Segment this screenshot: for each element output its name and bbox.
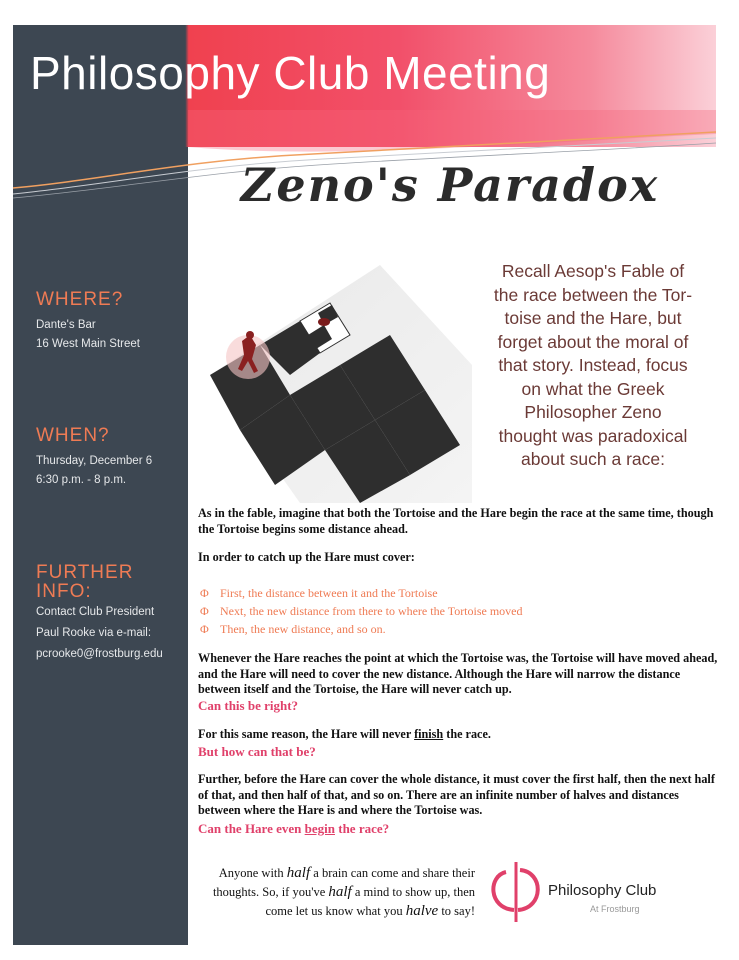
bullet-item: Φ First, the distance between it and the Tortoise <box>200 586 438 600</box>
intro-line: Philosopher Zeno <box>524 402 662 422</box>
info-line-email: pcrooke0@frostburg.edu <box>36 648 163 660</box>
footer-line-3: come let us know what you halve to say! <box>265 903 475 919</box>
logo-subtitle: At Frostburg <box>590 904 640 914</box>
where-heading: WHERE? <box>36 289 124 310</box>
info-line-1: Contact Club President <box>36 606 155 618</box>
intro-line: forget about the moral of <box>497 331 689 352</box>
question-how: But how can that be? <box>198 744 316 759</box>
paragraph-halves: Further, before the Hare can cover the whole distance, it must cover the first half, then the next half of that, and then half of that, and so on. There are an infinite number of halves and distances between where the Hare is and where the Tortoise was. <box>198 772 715 817</box>
where-line-1: Dante's Bar <box>36 319 96 331</box>
paragraph-hare-reaches: Whenever the Hare reaches the point at which the Tortoise was, the Tortoise will have moved ahead, and the Hare will need to cover the new distance. Although the Hare will narrow the distance between itself and the Tortoise, the Hare will never catch up. <box>198 651 718 696</box>
footer-invitation <box>205 864 475 921</box>
when-line-1: Thursday, December 6 <box>36 455 153 467</box>
info-heading-2: INFO: <box>36 581 92 602</box>
intro-line: Recall Aesop's Fable of <box>501 261 685 281</box>
when-line-2: 6:30 p.m. - 8 p.m. <box>36 474 127 486</box>
phi-bullet-icon: Φ <box>200 586 209 600</box>
bullet-item: Φ Next, the new distance from there to where the Tortoise moved <box>200 604 523 618</box>
intro-line: toise and the Hare, but <box>504 308 682 328</box>
intro-line: the race between the Tor- <box>493 284 693 305</box>
zeno-spiral-illustration <box>190 245 472 503</box>
logo-name: Philosophy Club <box>548 882 657 899</box>
info-heading-1: FURTHER <box>36 562 134 583</box>
page-subtitle: Zeno's Paradox <box>240 158 660 212</box>
info-line-2: Paul Rooke via e-mail: <box>36 627 152 639</box>
phi-bullet-icon: Φ <box>200 622 209 636</box>
footer-line-2: thoughts. So, if you've half a mind to show up, then <box>212 884 475 900</box>
page-title: Philosophy Club Meeting <box>30 47 551 99</box>
intro-line: thought was paradoxical <box>498 425 688 446</box>
footer-line-1: Anyone with half a brain can come and share their <box>218 865 475 881</box>
phi-logo-icon <box>486 858 546 926</box>
when-heading: WHEN? <box>36 425 110 446</box>
intro-line: that story. Instead, focus <box>498 355 688 375</box>
where-line-2: 16 West Main Street <box>36 338 140 350</box>
intro-line: about such a race: <box>521 449 665 469</box>
paragraph-finish: For this same reason, the Hare will never finish the race. <box>198 727 491 741</box>
question-begin: Can the Hare even begin the race? <box>198 821 390 836</box>
intro-line: on what the Greek <box>521 378 665 399</box>
paragraph-fable: As in the fable, imagine that both the Tortoise and the Hare begin the race at the same time, though the Tortoise begins some distance ahead. <box>198 506 714 536</box>
intro-text <box>468 260 718 472</box>
bullet-item: Φ Then, the new distance, and so on. <box>200 622 386 636</box>
question-right: Can this be right? <box>198 698 299 713</box>
phi-bullet-icon: Φ <box>200 604 209 618</box>
paragraph-catch-up: In order to catch up the Hare must cover: <box>198 550 415 564</box>
